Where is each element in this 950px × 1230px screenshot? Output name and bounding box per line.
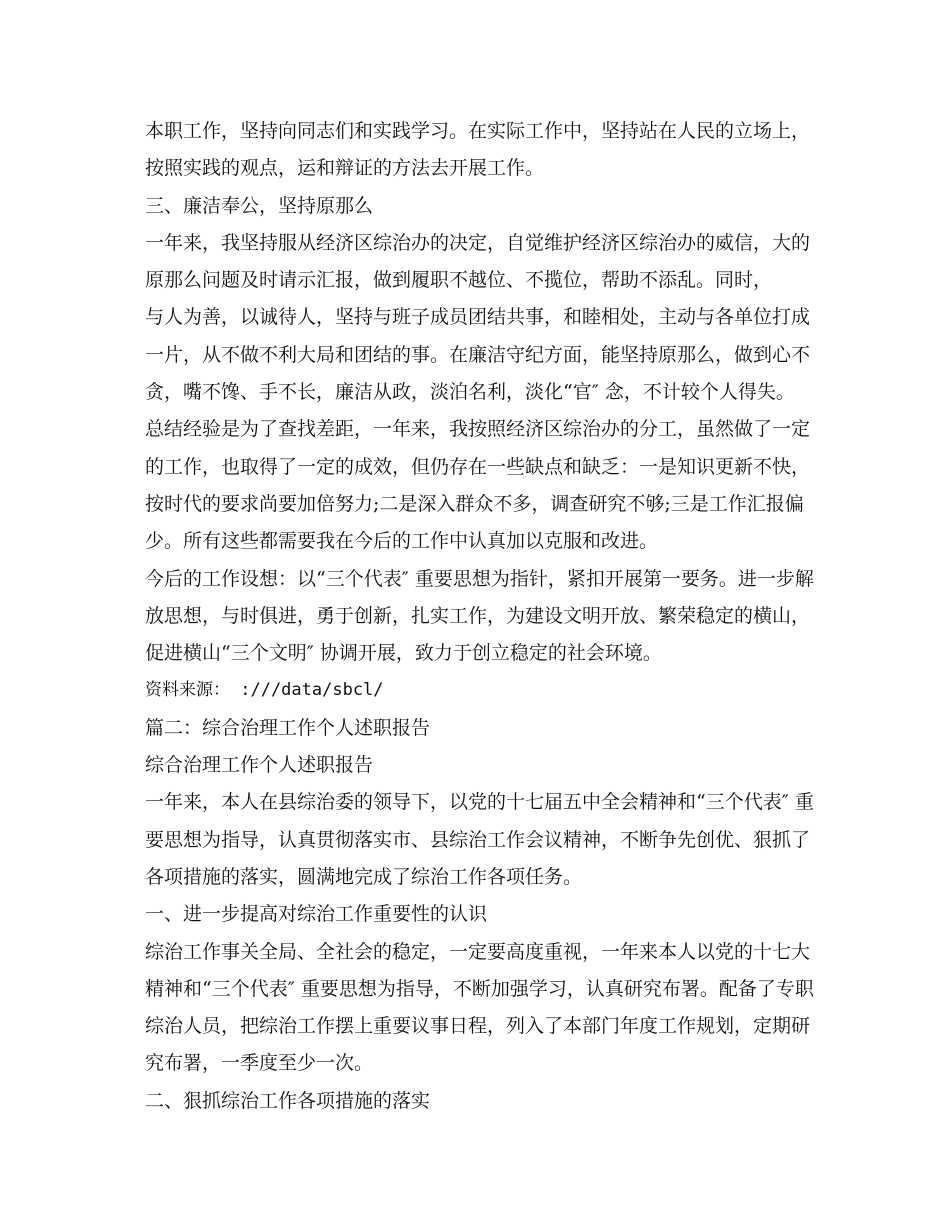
text-line: 一片，从不做不利大局和团结的事。在廉洁守纪方面，能坚持原那么，做到心不 [145,343,811,366]
document-body [145,113,815,1120]
text-line: 与人为善，以诚待人，坚持与班子成员团结共事，和睦相处，主动与各单位打成 [145,306,811,329]
text-line: 本职工作，坚持向同志们和实践学习。在实际工作中，坚持站在人民的立场上， [145,120,811,142]
section-heading: 一、进一步提高对综治工作重要性的认识 [145,903,488,926]
text-line: 贪，嘴不馋、手不长，廉洁从政，淡泊名利，淡化“官″ 念，不计较个人得失。 [145,381,795,404]
text-line: 一年来，我坚持服从经济区综治办的决定，自觉维护经济区综治办的威信，大的 [145,231,811,254]
text-line: 综治人员，把综治工作摆上重要议事日程，列入了本部门年度工作规划，定期研 [145,1015,811,1038]
section-heading: 二、狠抓综治工作各项措施的落实 [145,1089,431,1112]
text-line: 放思想，与时俱进，勇于创新，扎实工作，为建设文明开放、繁荣稳定的横山， [145,604,811,627]
text-line: 一年来，本人在县综治委的领导下，以党的十七届五中全会精神和“三个代表″ 重 [145,791,814,814]
text-line: 究布署，一季度至少一次。 [145,1052,374,1075]
text-line: 要思想为指导，认真贯彻落实市、县综治工作会议精神，不断争先创优、狠抓了 [145,828,811,851]
text-line: 各项措施的落实，圆满地完成了综治工作各项任务。 [145,865,583,888]
text-line: 总结经验是为了查找差距，一年来，我按照经济区综治办的分工，虽然做了一定 [145,418,811,441]
text-line: 促进横山“三个文明″ 协调开展，致力于创立稳定的社会环境。 [145,642,662,665]
text-line: 精神和“三个代表″ 重要思想为指导，不断加强学习，认真研究布署。配备了专职 [145,977,814,1000]
source-line: 资料来源： :///data/sbcl/ [145,680,384,701]
text-line: 今后的工作设想：以“三个代表″ 重要思想为指针，紧扣开展第一要务。进一步解 [145,567,814,590]
text-line: 原那么问题及时请示汇报，做到履职不越位、不揽位，帮助不添乱。同时， [145,269,773,292]
report-title: 综合治理工作个人述职报告 [145,754,374,777]
text-line: 的工作，也取得了一定的成效，但仍存在一些缺点和缺乏：一是知识更新不快， [145,455,811,478]
text-line: 按照实践的观点，运和辩证的方法去开展工作。 [145,157,545,180]
text-line: 综治工作事关全局、全社会的稳定，一定要高度重视，一年来本人以党的十七大 [145,940,811,963]
article-title: 篇二：综合治理工作个人述职报告 [145,716,431,739]
text-line: 少。所有这些都需要我在今后的工作中认真加以克服和改进。 [145,530,659,553]
section-heading: 三、廉洁奉公，坚持原那么 [145,194,374,217]
text-line: 按时代的要求尚要加倍努力;二是深入群众不多，调查研究不够;三是工作汇报偏 [145,492,804,515]
